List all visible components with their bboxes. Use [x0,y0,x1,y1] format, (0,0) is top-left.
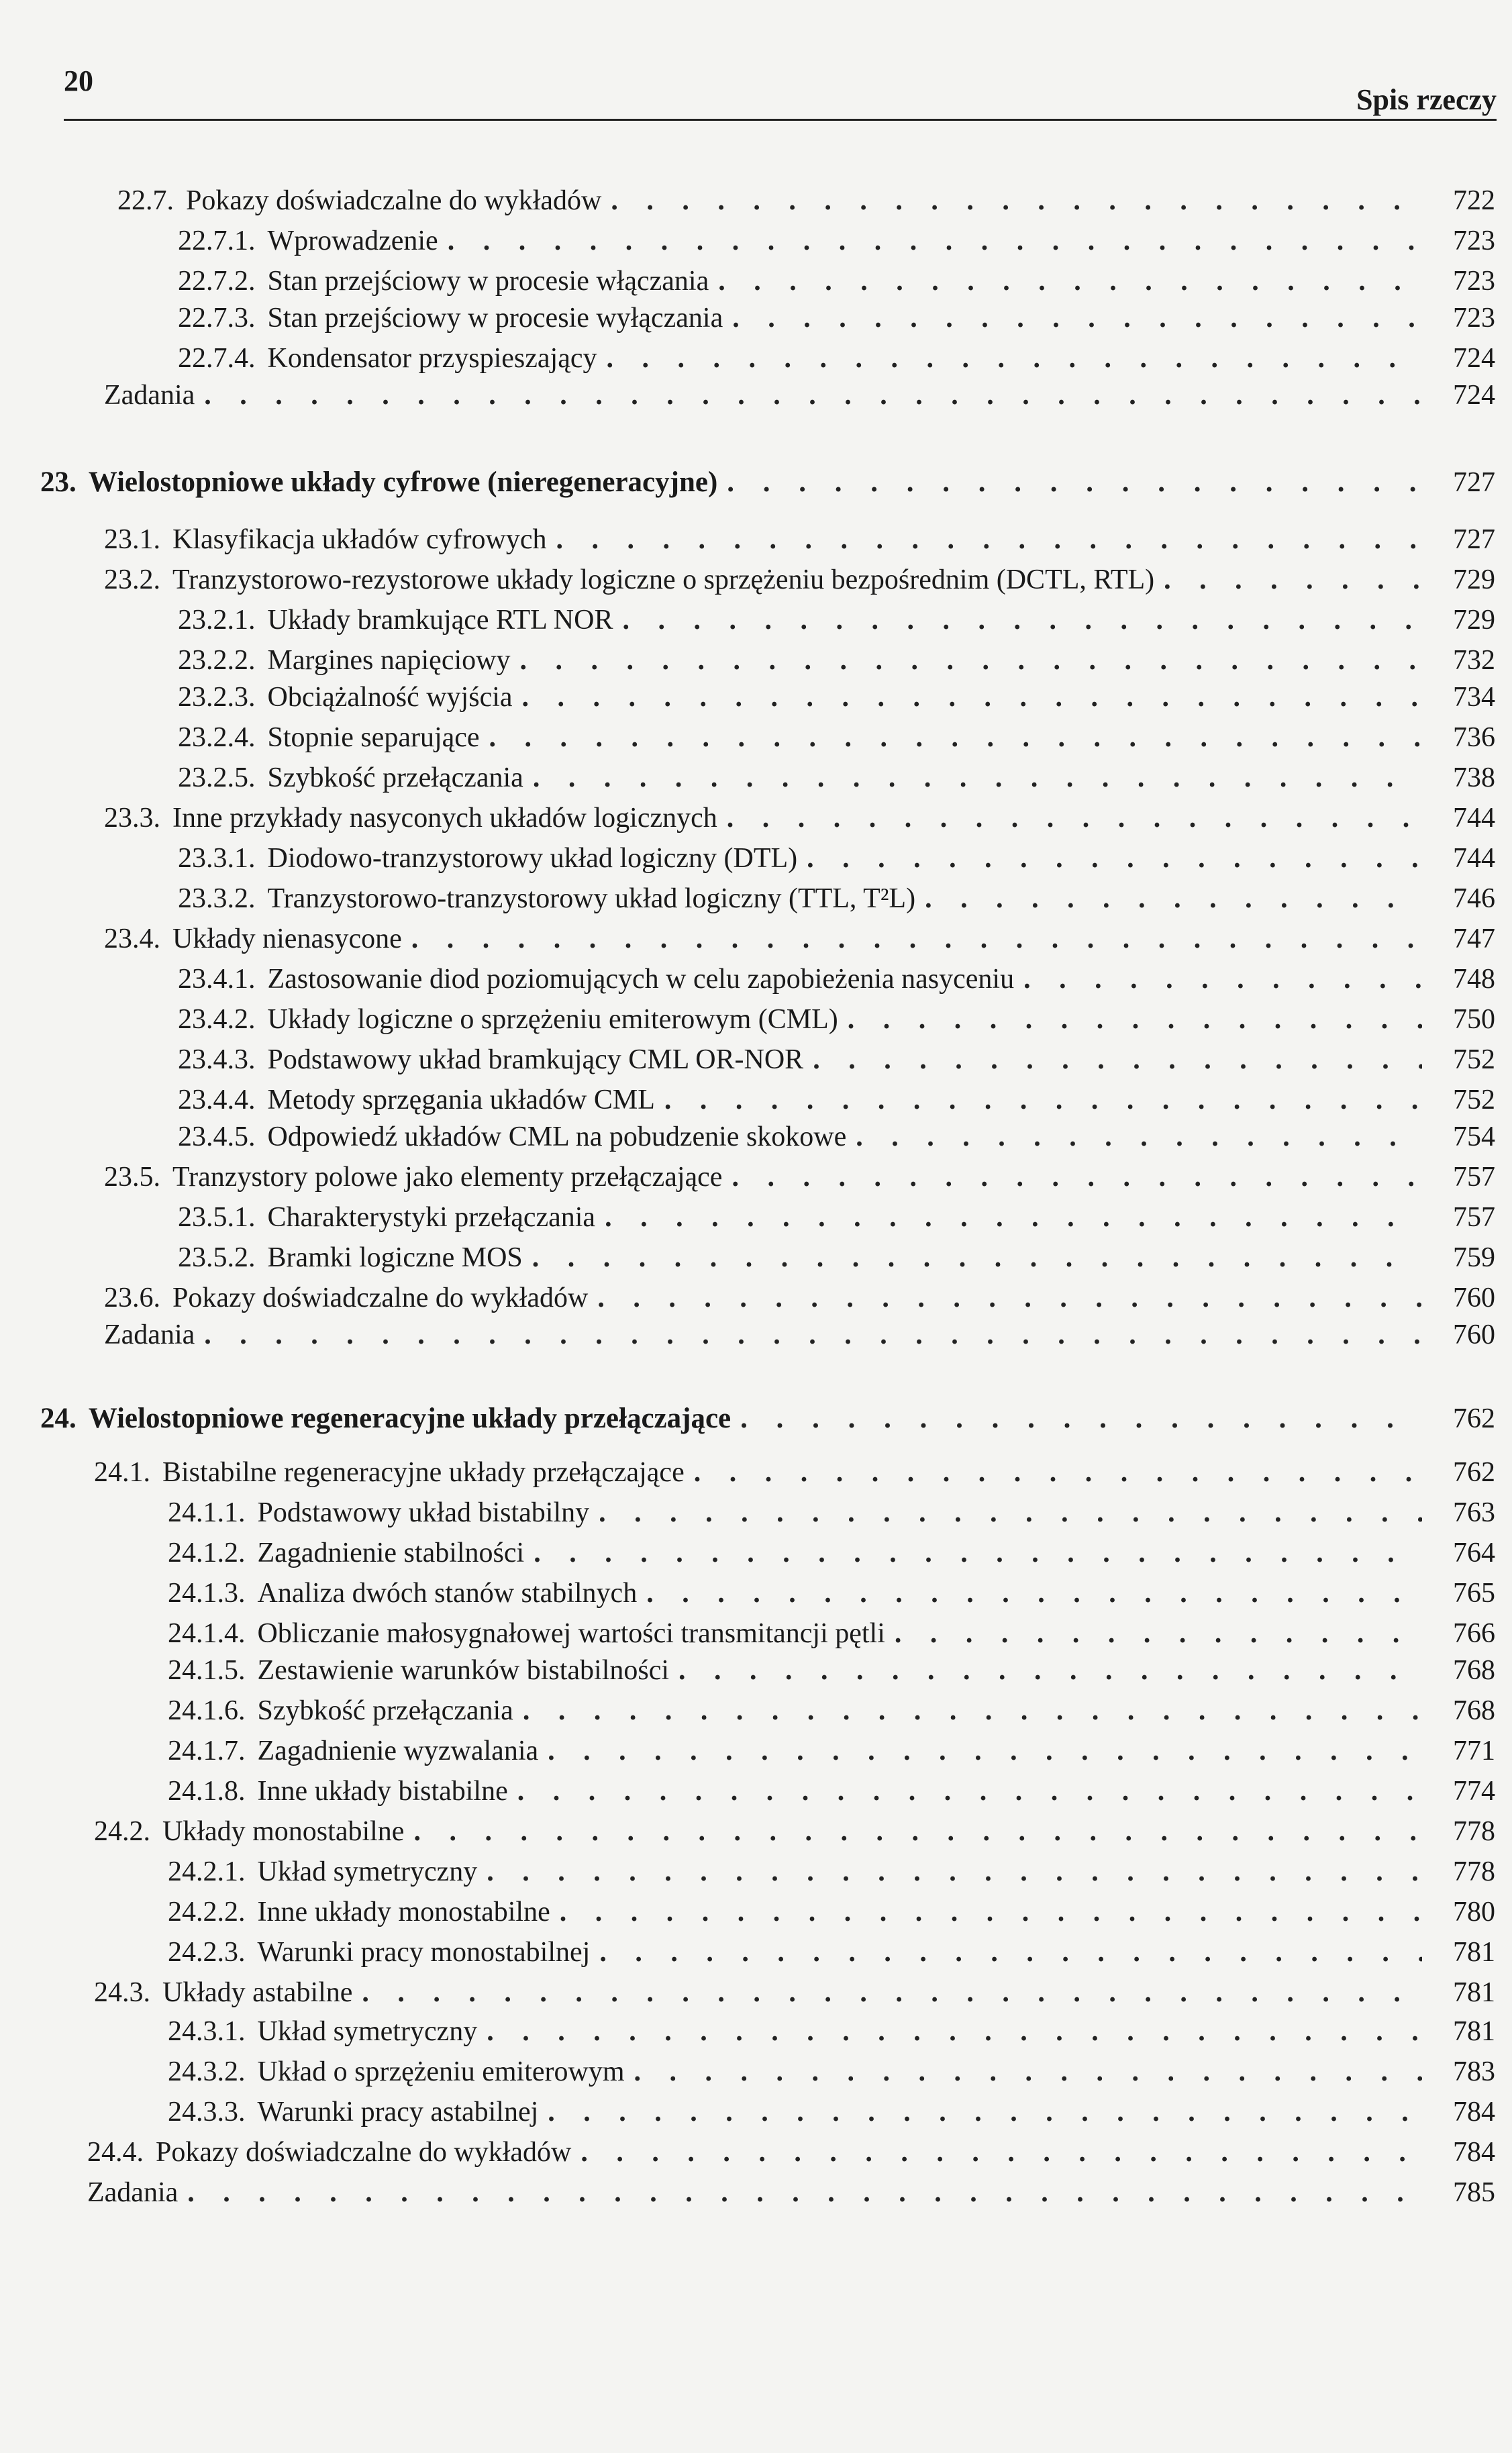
dot-leader [204,1315,1422,1354]
toc-entry [104,560,1495,599]
toc-entry-number: 24.2.3. [168,1937,246,1968]
dot-leader [611,181,1422,220]
toc-entry [178,1000,1495,1039]
toc-entry-page: 727 [1453,467,1495,498]
toc-entry [104,919,1495,958]
toc-entry-number: 23.4. [104,923,160,954]
toc-entry-page: 783 [1453,2056,1495,2087]
toc-entry-title: Zagadnienie stabilności [257,1538,525,1568]
dot-leader [599,1493,1422,1532]
toc-entry-page: 768 [1453,1695,1495,1726]
toc-entry-title: Margines napięciowy [267,645,511,676]
toc-entry-number: 24.1.4. [168,1618,246,1649]
toc-entry-title: Warunki pracy astabilnej [257,2097,539,2127]
toc-entry-page: 723 [1453,266,1495,297]
toc-entry-page: 724 [1453,380,1495,411]
toc-entry [104,1279,1495,1317]
toc-entry-title: Zadania [87,2177,179,2208]
toc-entry-number: 22.7. [117,185,174,216]
toc-entry [178,601,1495,640]
toc-entry [168,1534,1495,1572]
toc-entry-title: Odpowiedź układów CML na pobudzenie skokowe [267,1121,847,1152]
toc-entry-page: 763 [1453,1497,1495,1528]
dot-leader [187,2173,1422,2212]
toc-entry-page: 748 [1453,964,1495,995]
toc-entry-number: 23.3. [104,803,160,834]
dot-leader [556,520,1422,559]
toc-entry [178,262,1495,301]
toc-entry-title: Układy nienasycone [172,923,402,954]
toc-entry [178,678,1495,717]
toc-entry-title: Wprowadzenie [267,226,438,256]
toc-entry-number: 24.3.2. [168,2056,246,2087]
toc-entry-title: Stan przejściowy w procesie włączania [267,266,709,297]
toc-entry-page: 757 [1453,1162,1495,1193]
toc-entry-title: Bistabilne regeneracyjne układy przełączające [162,1457,685,1488]
toc-entry [178,879,1495,918]
toc-entry-number: 23.1. [104,524,160,555]
toc-entry-title: Podstawowy układ bramkujący CML OR-NOR [267,1044,804,1075]
toc-entry-page: 727 [1453,524,1495,555]
dot-leader [732,1158,1422,1197]
dot-leader [732,299,1422,338]
dot-leader [634,2052,1422,2091]
dot-leader [925,879,1422,918]
dot-leader [807,839,1422,878]
toc-entry-title: Analiza dwóch stanów stabilnych [257,1578,638,1609]
toc-entry-number: 22.7.1. [178,226,256,256]
toc-entry-page: 732 [1453,645,1495,676]
dot-leader [534,1534,1422,1572]
toc-entry-number: 24.1.1. [168,1497,246,1528]
toc-entry-page: 771 [1453,1736,1495,1766]
toc-entry-page: 784 [1453,2097,1495,2127]
toc-entry-title: Szybkość przełączania [267,762,523,793]
toc-entry-page: 778 [1453,1856,1495,1887]
toc-entry-number: 23.2.3. [178,682,256,713]
toc-entry [178,641,1495,680]
toc-entry-number: 23.4.1. [178,964,256,995]
toc-entry [168,1772,1495,1811]
toc-entry-title: Inne układy monostabilne [257,1897,550,1928]
toc-entry-page: 760 [1453,1283,1495,1313]
toc-entry-number: 24.1.6. [168,1695,246,1726]
dot-leader [411,919,1422,958]
toc-entry-title: Zadania [104,380,195,411]
toc-entry-number: 24.1.2. [168,1538,246,1568]
toc-entry [178,839,1495,878]
dot-leader [532,1238,1422,1277]
toc-entry [104,1315,1495,1354]
toc-entry-number: 24.1.8. [168,1776,246,1807]
toc-chapter-entry [40,1399,1495,1438]
toc-entry-page: 722 [1453,185,1495,216]
toc-entry-page: 762 [1453,1403,1495,1434]
toc-entry-title: Zestawienie warunków bistabilności [257,1655,670,1686]
toc-entry-number: 23.2.2. [178,645,256,676]
dot-leader [813,1040,1422,1079]
dot-leader [560,1893,1422,1932]
toc-chapter-entry [40,463,1495,502]
toc-entry [168,1852,1495,1891]
toc-entry [168,1691,1495,1730]
toc-entry-title: Pokazy doświadczalne do wykładów [172,1283,589,1313]
toc-entry-page: 766 [1453,1618,1495,1649]
toc-entry-page: 778 [1453,1816,1495,1847]
dot-leader [727,463,1422,502]
toc-entry-number: 23. [40,466,77,498]
toc-entry-title: Zastosowanie diod poziomujących w celu zapobieżenia nasyceniu [267,964,1015,995]
dot-leader [718,262,1422,301]
toc-entry-number: 24.1. [94,1457,150,1488]
toc-entry-title: Klasyfikacja układów cyfrowych [172,524,547,555]
toc-entry-number: 23.3.1. [178,843,256,874]
toc-entry [87,2133,1495,2172]
toc-entry-number: 24.3.3. [168,2097,246,2127]
toc-entry-title: Wielostopniowe regeneracyjne układy przełączające [88,1403,732,1434]
toc-entry-number: 24.3. [94,1977,150,2008]
dot-leader [548,1732,1422,1770]
toc-entry-title: Charakterystyki przełączania [267,1202,596,1233]
toc-entry-page: 752 [1453,1085,1495,1115]
toc-entry-page: 760 [1453,1319,1495,1350]
toc-entry-number: 24.1.5. [168,1655,246,1686]
toc-entry-title: Stan przejściowy w procesie wyłączania [267,303,723,334]
toc-entry-number: 24.2. [94,1816,150,1847]
toc-entry [178,960,1495,999]
dot-leader [599,1933,1422,1972]
toc-entry [178,1238,1495,1277]
toc-entry [178,1117,1495,1156]
toc-entry [178,1040,1495,1079]
toc-entry-title: Układ symetryczny [257,2016,478,2047]
dot-leader [413,1812,1422,1851]
toc-entry-title: Bramki logiczne MOS [267,1242,523,1273]
toc-entry-page: 729 [1453,605,1495,636]
toc-entry-page: 781 [1453,1977,1495,2008]
toc-entry-page: 765 [1453,1578,1495,1609]
dot-leader [664,1081,1422,1119]
toc-entry [178,221,1495,260]
dot-leader [489,718,1422,757]
dot-leader [606,339,1422,378]
dot-leader [597,1279,1422,1317]
toc-entry [117,181,1495,220]
toc-entry [168,2012,1495,2051]
toc-entry-title: Inne układy bistabilne [257,1776,508,1807]
toc-entry-page: 752 [1453,1044,1495,1075]
dot-leader [533,758,1422,797]
dot-leader [581,2133,1422,2172]
toc-entry-title: Zadania [104,1319,195,1350]
toc-entry-title: Układ symetryczny [257,1856,478,1887]
toc-entry-page: 762 [1453,1457,1495,1488]
dot-leader [740,1399,1422,1438]
toc-entry-title: Obciążalność wyjścia [267,682,513,713]
dot-leader [694,1453,1422,1492]
toc-entry-title: Inne przykłady nasyconych układów logicznych [172,803,717,834]
dot-leader [517,1772,1422,1811]
toc-entry-number: 24.2.1. [168,1856,246,1887]
toc-entry-number: 23.4.5. [178,1121,256,1152]
dot-leader [678,1651,1422,1690]
dot-leader [448,221,1422,260]
toc-entry-title: Zagadnienie wyzwalania [257,1736,539,1766]
toc-entry-title: Układy astabilne [162,1977,353,2008]
toc-entry-number: 24.4. [87,2137,144,2168]
toc-entry-page: 768 [1453,1655,1495,1686]
toc-entry-title: Stopnie separujące [267,722,480,753]
toc-entry-number: 24.1.3. [168,1578,246,1609]
toc-entry-number: 23.3.2. [178,883,256,914]
toc-entry [104,376,1495,415]
toc-entry-title: Podstawowy układ bistabilny [257,1497,590,1528]
toc-entry-title: Tranzystorowo-rezystorowe układy logiczne o sprzężeniu bezpośrednim (DCTL, RTL) [172,564,1155,595]
toc-entry-title: Szybkość przełączania [257,1695,513,1726]
running-title: Spis rzeczy [1356,83,1497,116]
toc-entry [104,1158,1495,1197]
toc-entry [94,1973,1495,2012]
toc-entry-number: 22.7.3. [178,303,256,334]
toc-entry-page: 754 [1453,1121,1495,1152]
toc-entry-title: Tranzystorowo-tranzystorowy układ logiczny (TTL, T²L) [267,883,916,914]
dot-leader [848,1000,1422,1039]
toc-entry-page: 738 [1453,762,1495,793]
dot-leader [1023,960,1422,999]
dot-leader [856,1117,1422,1156]
toc-entry [87,2173,1495,2212]
toc-entry-title: Układ o sprzężeniu emiterowym [257,2056,625,2087]
toc-entry-number: 22.7.2. [178,266,256,297]
toc-entry-title: Tranzystory polowe jako elementy przełączające [172,1162,723,1193]
toc-entry-number: 22.7.4. [178,343,256,374]
toc-entry-page: 764 [1453,1538,1495,1568]
toc-entry-page: 784 [1453,2137,1495,2168]
toc-entry-number: 24.3.1. [168,2016,246,2047]
toc-entry-page: 744 [1453,803,1495,834]
toc-entry-number: 23.4.3. [178,1044,256,1075]
toc-entry-number: 23.2.5. [178,762,256,793]
page-number: 20 [64,64,93,97]
toc-entry [168,1574,1495,1613]
toc-entry-page: 724 [1453,343,1495,374]
toc-entry [94,1453,1495,1492]
toc-entry-page: 750 [1453,1004,1495,1035]
toc-entry-page: 734 [1453,682,1495,713]
toc-entry [178,299,1495,338]
toc-entry-title: Kondensator przyspieszający [267,343,597,374]
dot-leader [519,641,1422,680]
toc-entry-page: 785 [1453,2177,1495,2208]
toc-entry [94,1812,1495,1851]
toc-entry [104,799,1495,838]
toc-entry [168,2052,1495,2091]
dot-leader [487,1852,1422,1891]
dot-leader [622,601,1422,640]
toc-entry [168,1614,1495,1653]
toc-entry [168,1893,1495,1932]
toc-entry-page: 781 [1453,1937,1495,1968]
dot-leader [727,799,1422,838]
toc-entry-number: 24.2.2. [168,1897,246,1928]
toc-entry-title: Pokazy doświadczalne do wykładów [186,185,602,216]
toc-entry-number: 23.5.1. [178,1202,256,1233]
toc-entry-title: Warunki pracy monostabilnej [257,1937,591,1968]
toc-entry [168,1732,1495,1770]
toc-entry-page: 736 [1453,722,1495,753]
toc-entry-number: 24. [40,1403,77,1434]
toc-entry [168,1493,1495,1532]
dot-leader [362,1973,1422,2012]
toc-entry-number: 23.6. [104,1283,160,1313]
toc-entry-page: 781 [1453,2016,1495,2047]
toc-entry-page: 723 [1453,226,1495,256]
toc-entry [168,1933,1495,1972]
toc-entry-page: 747 [1453,923,1495,954]
toc-entry-number: 23.2.1. [178,605,256,636]
toc-entry-number: 23.2.4. [178,722,256,753]
toc-entry-number: 23.5. [104,1162,160,1193]
toc-entry-title: Układy bramkujące RTL NOR [267,605,613,636]
toc-entry-page: 780 [1453,1897,1495,1928]
toc-entry-title: Obliczanie małosygnałowej wartości transmitancji pętli [257,1618,885,1649]
dot-leader [548,2093,1422,2132]
toc-entry-number: 23.4.2. [178,1004,256,1035]
toc-entry-page: 723 [1453,303,1495,334]
toc-entry-number: 23.2. [104,564,160,595]
dot-leader [646,1574,1422,1613]
toc-entry [178,1081,1495,1119]
toc-entry-page: 759 [1453,1242,1495,1273]
toc-entry-title: Metody sprzęgania układów CML [267,1085,655,1115]
toc-entry-title: Diodowo-tranzystorowy układ logiczny (DTL) [267,843,798,874]
toc-entry-title: Układy monostabilne [162,1816,405,1847]
toc-entry [104,520,1495,559]
toc-entry-number: 23.5.2. [178,1242,256,1273]
dot-leader [1164,560,1422,599]
toc-entry [178,758,1495,797]
toc-entry-page: 729 [1453,564,1495,595]
toc-entry-page: 746 [1453,883,1495,914]
toc-entry-number: 23.4.4. [178,1085,256,1115]
toc-entry-page: 744 [1453,843,1495,874]
dot-leader [522,678,1422,717]
toc-entry [178,718,1495,757]
toc-entry [178,339,1495,378]
toc-entry-title: Wielostopniowe układy cyfrowe (nieregeneracyjne) [88,466,718,498]
toc-entry-page: 774 [1453,1776,1495,1807]
dot-leader [487,2012,1422,2051]
dot-leader [605,1198,1422,1237]
dot-leader [204,376,1422,415]
toc-entry [178,1198,1495,1237]
toc-entry-page: 757 [1453,1202,1495,1233]
dot-leader [523,1691,1422,1730]
toc-entry [168,2093,1495,2132]
toc-entry [168,1651,1495,1690]
toc-entry-number: 24.1.7. [168,1736,246,1766]
toc-entry-title: Układy logiczne o sprzężeniu emiterowym (CML) [267,1004,838,1035]
toc-entry-title: Pokazy doświadczalne do wykładów [156,2137,572,2168]
dot-leader [895,1614,1422,1653]
